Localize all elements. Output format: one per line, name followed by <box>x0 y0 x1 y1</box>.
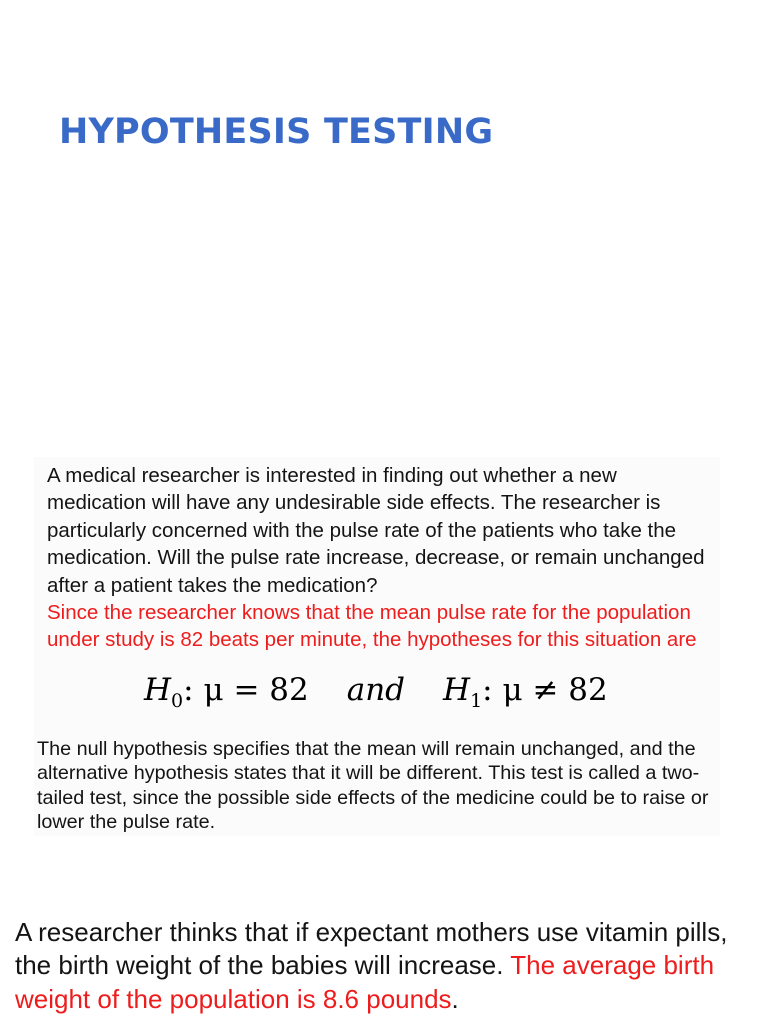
intro-highlight-text: Since the researcher knows that the mean pulse rate for the population under study is 82 beats per minute, the hypotheses for this situation are <box>47 601 697 652</box>
alternative-hypothesis-statement: : μ ≠ 82 <box>482 672 608 708</box>
alternative-hypothesis-subscript: 1 <box>470 690 483 712</box>
equation-connector: and <box>346 672 406 708</box>
intro-text: A medical researcher is interested in finding out whether a new medication will have any undesirable side effects. The researcher is particularly concerned with the pulse rate of the patients who take the medication. Will the pulse rate increase, decrease, or remain unchanged after a patient takes the medication? <box>47 464 705 597</box>
null-hypothesis-explanation: The null hypothesis specifies that the mean will remain unchanged, and the alternative hypothesis states that it will be different. This test is called a two-tailed test, since the possible side effects of the medicine could be to raise or lower the pulse rate. <box>37 738 709 833</box>
intro-paragraph <box>47 462 707 654</box>
null-hypothesis-subscript: 0 <box>171 690 184 712</box>
example-paragraph <box>15 916 760 1016</box>
example-highlight-text: The average birth weight of the population is 8.6 pounds <box>15 950 715 1014</box>
page-title: HYPOTHESIS TESTING <box>59 112 494 152</box>
alternative-hypothesis-symbol: H <box>443 672 471 708</box>
example-text: A researcher thinks that if expectant mothers use vitamin pills, the birth weight of the babies will increase. <box>15 917 728 981</box>
example-trailing-period: . <box>451 983 459 1014</box>
null-hypothesis-symbol: H <box>144 672 172 708</box>
hypotheses-equation <box>144 672 608 712</box>
null-hypothesis-statement: : μ = 82 <box>183 672 309 708</box>
